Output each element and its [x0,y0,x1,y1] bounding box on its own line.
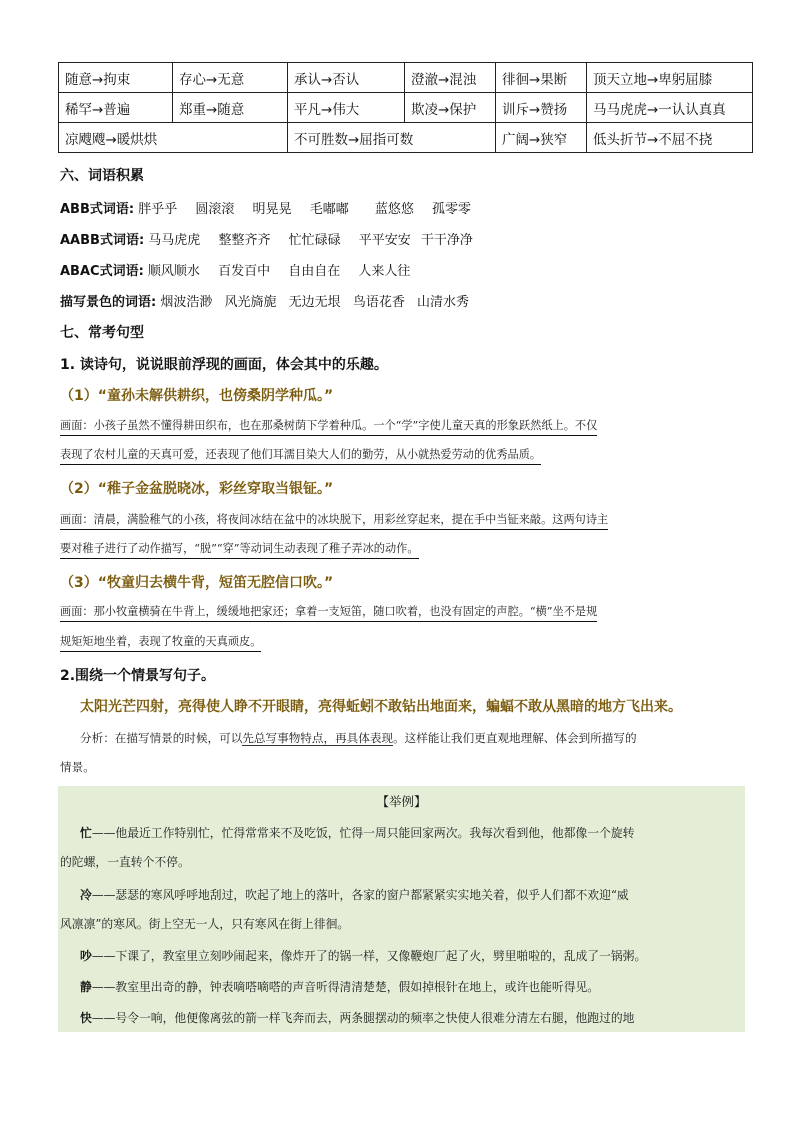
table-cell: 低头折节→不屈不挠 [587,123,753,153]
table-cell: 训斥→赞扬 [496,93,587,123]
table-cell: 不可胜数→屈指可数 [288,123,496,153]
word: 山清水秀 [416,295,469,310]
explanation-text: 画面：那小牧童横骑在牛背上，缓缓地把家还；拿着一支短笛，随口吹着，也没有固定的声腔。“横”坐不是规 [60,603,597,622]
poem-1-explanation-line [60,446,750,465]
word: 风光旖旎 [224,295,277,310]
explanation-text: 画面：清晨，满脸稚气的小孩，将夜间冰结在盆中的冰块脱下，用彩丝穿起来，提在手中当钲来敲。这两句诗主 [60,511,608,530]
word: 顺风顺水 [147,264,200,279]
antonym-table [58,62,753,153]
word-row-abac [60,260,750,279]
question-1-title: 1. 读诗句，说说眼前浮现的画面，体会其中的乐趣。 [60,357,388,373]
example-lead: 快 [80,1011,92,1025]
poem-3: （3）“牧童归去横牛背，短笛无腔信口吹。” [60,575,334,591]
example-line [60,915,349,932]
word: 圆滚滚 [195,202,235,217]
word: 胖乎乎 [138,202,178,217]
table-cell: 澄澈→混浊 [405,63,496,93]
word-row-aabb [60,229,750,248]
table-cell: 广阔→狭窄 [496,123,587,153]
analysis-line [80,730,770,746]
word-row-label: 描写景色的词语: [60,295,157,310]
word: 毛嘟嘟 [309,202,349,217]
word: 人来人往 [358,264,411,279]
example-line [80,978,599,995]
example-title: 【举例】 [376,794,427,809]
poem-2-explanation-line [60,540,750,559]
table-cell: 徘徊→果断 [496,63,587,93]
example-text: ——下课了，教室里立刻吵闹起来，像炸开了的锅一样，又像鞭炮厂起了火，劈里啪啦的，乱成了一锅粥。 [91,949,647,963]
example-sentence: 太阳光芒四射，亮得使人睁不开眼睛，亮得蚯蚓不敢钻出地面来，蝙蝠不敢从黑暗的地方飞出来。 [80,699,682,715]
analysis-text: 分析：在描写情景的时候，可以 [80,731,243,745]
word: 平平安安 [358,233,411,248]
word-row-scenery [60,291,750,310]
example-lead: 静 [80,980,92,994]
section-6-title: 六、词语积累 [60,168,144,184]
word: 孤零零 [432,202,472,217]
table-cell: 顶天立地→卑躬屈膝 [587,63,753,93]
word-row-label: ABAC式词语: [60,264,144,279]
question-2-title: 2.围绕一个情景写句子。 [60,668,216,684]
example-box [58,786,745,1032]
example-line [80,1009,634,1026]
word: 烟波浩渺 [160,295,213,310]
table-cell: 随意→拘束 [59,63,173,93]
table-cell: 稀罕→普遍 [59,93,173,123]
table-cell: 郑重→随意 [173,93,288,123]
analysis-key-point: 先总写事物特点，再具体表现 [242,731,394,745]
example-line [60,853,190,870]
section-7-title: 七、常考句型 [60,325,144,341]
word: 马马虎虎 [148,233,201,248]
word-row-abb [60,198,750,217]
poem-3-explanation-line [60,603,750,622]
poem-1: （1）“童孙未解供耕织，也傍桑阴学种瓜。” [60,388,334,404]
example-lead: 忙 [80,826,92,840]
example-text: ——号令一响，他便像离弦的箭一样飞奔而去，两条腿摆动的频率之快使人很难分清左右腿，他跑过的地 [91,1011,635,1025]
word: 整整齐齐 [218,233,271,248]
example-text: 的陀螺，一直转个不停。 [60,855,190,869]
analysis-line: 情景。 [60,760,95,774]
example-text: ——教室里出奇的静，钟表嘀嗒嘀嗒的声音听得清清楚楚，假如掉根针在地上，或许也能听得见。 [91,980,600,994]
poem-2: （2）“稚子金盆脱晓冰，彩丝穿取当银钲。” [60,481,334,497]
example-text: ——瑟瑟的寒风呼呼地刮过，吹起了地上的落叶，各家的窗户都紧紧实实地关着，似乎人们都不欢迎“威 [91,888,629,902]
word: 明晃晃 [252,202,292,217]
example-lead: 吵 [80,949,92,963]
example-line [80,824,634,841]
table-cell: 马马虎虎→一认认真真 [587,93,753,123]
explanation-text: 画面：小孩子虽然不懂得耕田织布，也在那桑树荫下学着种瓜。一个“学”字使儿童天真的形象跃然纸上。不仅 [60,417,597,436]
table-cell: 凉飕飕→暖烘烘 [59,123,288,153]
explanation-text: 要对稚子进行了动作描写，“脱”“穿”等动词生动表现了稚子弄冰的动作。 [60,540,419,559]
example-text: ——他最近工作特别忙，忙得常常来不及吃饭，忙得一周只能回家两次。我每次看到他，他都像一个旋转 [91,826,635,840]
word-row-label: ABB式词语: [60,202,135,217]
word: 百发百中 [218,264,271,279]
table-row [59,93,753,123]
word: 蓝悠悠 [374,202,414,217]
word-row-label: AABB式词语: [60,233,145,248]
poem-1-explanation-line [60,417,750,436]
explanation-text: 表现了农村儿童的天真可爱，还表现了他们耳濡目染大人们的勤劳，从小就热爱劳动的优秀品质。 [60,446,541,465]
example-lead: 冷 [80,888,92,902]
table-row [59,123,753,153]
table-cell: 欺凌→保护 [405,93,496,123]
example-line [80,947,646,964]
word: 忙忙碌碌 [288,233,341,248]
table-row [59,63,753,93]
word: 无边无垠 [288,295,341,310]
poem-3-explanation-line [60,633,750,652]
word: 自由自在 [288,264,341,279]
table-cell: 存心→无意 [173,63,288,93]
word: 干干净净 [420,233,473,248]
explanation-text: 规矩矩地坐着，表现了牧童的天真顽皮。 [60,633,261,652]
poem-2-explanation-line [60,511,750,530]
example-line [80,886,629,903]
word: 鸟语花香 [352,295,405,310]
analysis-text: 。这样能让我们更直观地理解、体会到所描写的 [393,731,637,745]
table-cell: 承认→否认 [288,63,405,93]
example-text: 风凛凛”的寒风。街上空无一人，只有寒风在街上徘徊。 [60,917,350,931]
table-cell: 平凡→伟大 [288,93,405,123]
